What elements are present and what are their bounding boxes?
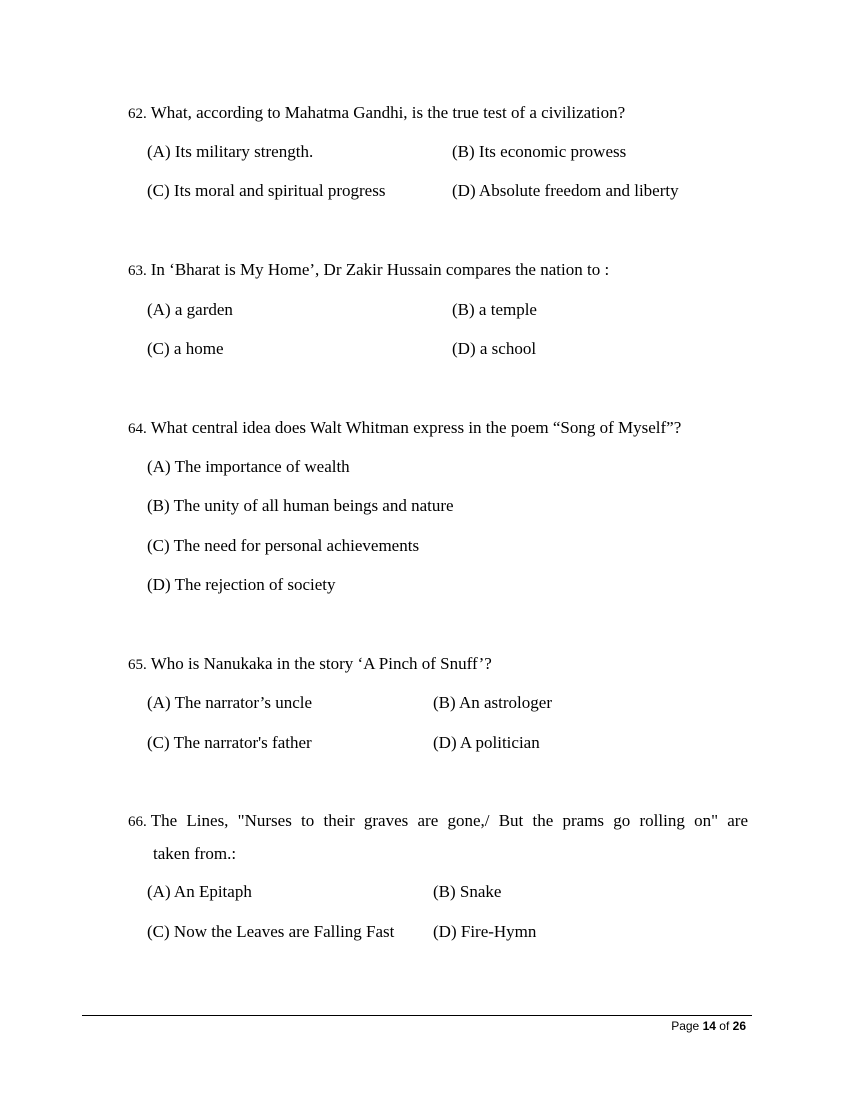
option-c: (C) The narrator's father bbox=[147, 733, 312, 752]
option-b: (B) Snake bbox=[433, 882, 502, 901]
question-text bbox=[128, 412, 748, 445]
question-66 bbox=[128, 805, 748, 870]
question-62 bbox=[128, 97, 748, 130]
option-a: (A) The narrator’s uncle bbox=[147, 693, 313, 712]
option-c: (C) Now the Leaves are Falling Fast bbox=[147, 922, 395, 941]
option-a: (A) The importance of wealth bbox=[147, 457, 350, 476]
option-a: (A) a garden bbox=[147, 300, 233, 319]
question-stem: In ‘Bharat is My Home’, Dr Zakir Hussain compares the nation to : bbox=[150, 260, 610, 279]
question-number: 66. bbox=[128, 814, 147, 830]
option-b: (B) a temple bbox=[452, 300, 537, 319]
question-text bbox=[128, 805, 748, 838]
option-c: (C) a home bbox=[147, 339, 224, 358]
option-b: (B) Its economic prowess bbox=[452, 142, 627, 161]
question-text bbox=[128, 254, 748, 287]
question-stem: Who is Nanukaka in the story ‘A Pinch of Snuff’? bbox=[150, 654, 492, 673]
footer-divider bbox=[82, 1015, 752, 1016]
question-64 bbox=[128, 412, 748, 445]
question-stem-line2: taken from.: bbox=[153, 844, 237, 863]
option-a: (A) An Epitaph bbox=[147, 882, 252, 901]
option-d: (D) The rejection of society bbox=[147, 575, 336, 594]
question-stem: What, according to Mahatma Gandhi, is the true test of a civilization? bbox=[150, 103, 626, 122]
option-d: (D) a school bbox=[452, 339, 537, 358]
question-number: 65. bbox=[128, 657, 147, 673]
option-d: (D) Fire-Hymn bbox=[433, 922, 537, 941]
option-d: (D) Absolute freedom and liberty bbox=[452, 181, 679, 200]
question-number: 64. bbox=[128, 421, 147, 437]
question-text bbox=[128, 97, 748, 130]
question-number: 63. bbox=[128, 263, 147, 279]
question-stem: What central idea does Walt Whitman express in the poem “Song of Myself”? bbox=[150, 418, 682, 437]
option-b: (B) An astrologer bbox=[433, 693, 552, 712]
option-a: (A) Its military strength. bbox=[147, 142, 314, 161]
question-65 bbox=[128, 648, 748, 681]
option-d: (D) A politician bbox=[433, 733, 540, 752]
question-number: 62. bbox=[128, 106, 147, 122]
question-text bbox=[128, 648, 748, 681]
option-b: (B) The unity of all human beings and nature bbox=[147, 496, 454, 515]
question-63 bbox=[128, 254, 748, 287]
option-c: (C) Its moral and spiritual progress bbox=[147, 181, 386, 200]
option-c: (C) The need for personal achievements bbox=[147, 536, 420, 555]
page-number: Page 14 of 26 bbox=[671, 1019, 746, 1033]
question-stem-line1: The Lines, "Nurses to their graves are gone,/ But the prams go rolling on" are bbox=[150, 811, 748, 830]
